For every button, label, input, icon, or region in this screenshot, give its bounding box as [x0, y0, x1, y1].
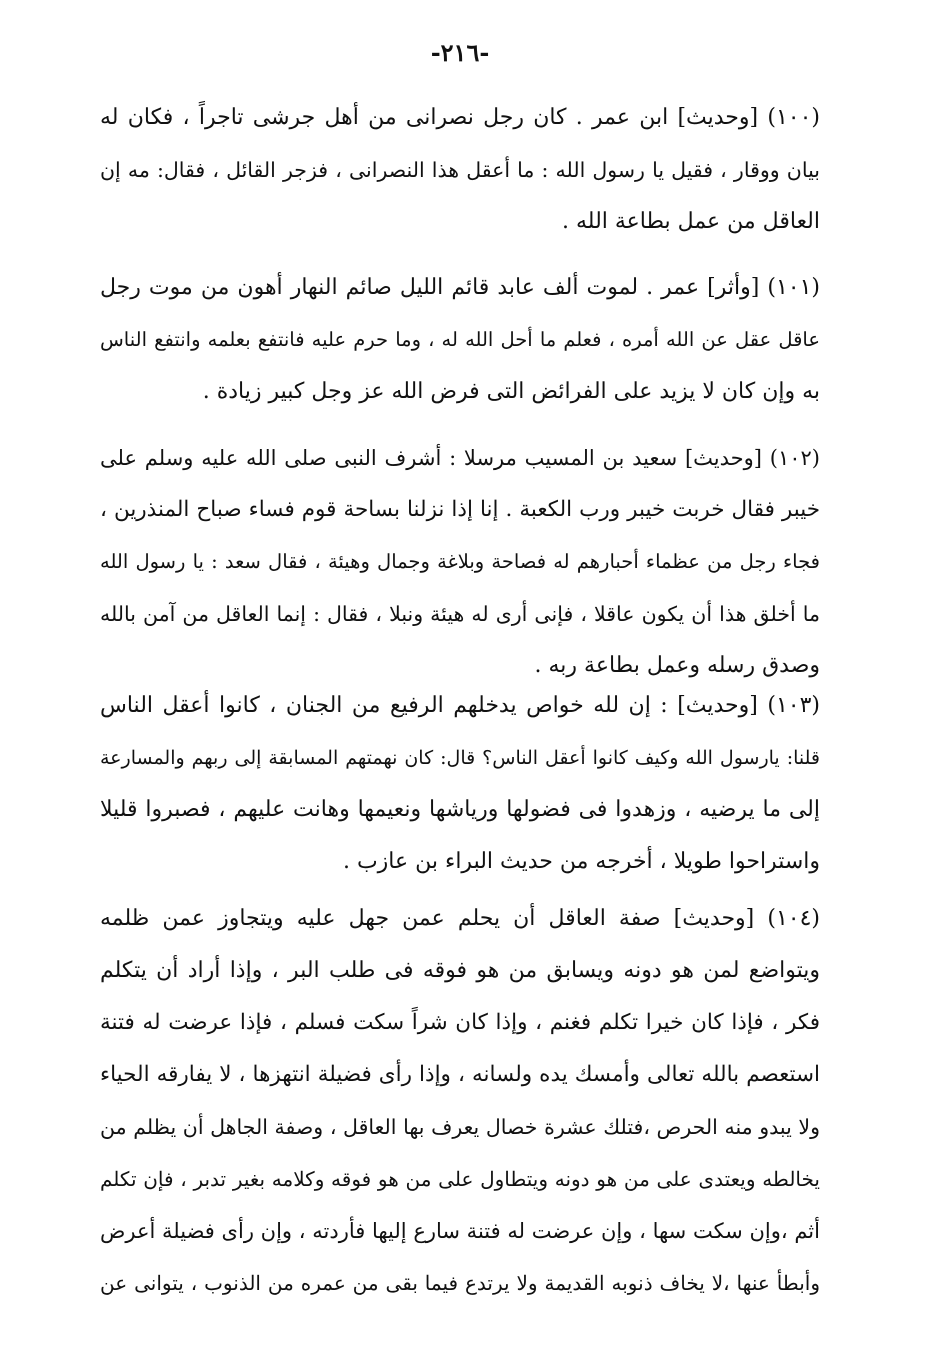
entry-100-line-2: بيان ووقار ، فقيل يا رسول الله : ما أعقل هذا النصرانى ، فزجر القائل ، فقال: مه إن — [100, 158, 820, 182]
entry-100 — [100, 92, 820, 248]
entry-100-line-1: (١٠٠) [وحديث] ابن عمر . كان رجل نصرانى من أهل جرشى تاجراً ، فكان له — [100, 105, 820, 130]
entry-102-line-2: خيبر فقال خربت خيبر ورب الكعبة . إنا إذا نزلنا بساحة قوم فساء صباح المنذرين ، — [100, 497, 820, 522]
entry-104-line-8: وأبطأ عنها ،لا يخاف ذنوبه القديمة ولا يرتدع فيما بقى من عمره من الذنوب ، يتوانى عن — [100, 1271, 820, 1295]
entry-100-line-3: العاقل من عمل بطاعة الله . — [562, 209, 820, 234]
entry-104-line-5: ولا يبدو منه الحرص ،فتلك عشرة خصال يعرف بها العاقل ، وصفة الجاهل أن يظلم من — [100, 1115, 820, 1139]
entry-103 — [100, 680, 820, 888]
entry-104-line-2: ويتواضع لمن هو دونه ويسابق من هو فوقه فى طلب البر ، وإذا أراد أن يتكلم — [100, 958, 820, 983]
entry-103-line-4: واستراحوا طويلا ، أخرجه من حديث البراء بن عازب . — [342, 849, 820, 874]
entry-103-line-1: (١٠٣) [وحديث] : إن لله خواص يدخلهم الرفيع من الجنان ، كانوا أعقل الناس — [100, 693, 820, 718]
entry-101-line-3: به وإن كان لا يزيد على الفرائض التى فرض الله عز وجل كبير زيادة . — [202, 379, 820, 404]
entry-104-line-4: استعصم بالله تعالى وأمسك يده ولسانه ، وإذا رأى فضيلة انتهزها ، لا يفارقه الحياء — [100, 1062, 820, 1087]
entry-104-line-1: (١٠٤) [وحديث] صفة العاقل أن يحلم عمن جهل عليه ويتجاوز عمن ظلمه — [100, 906, 820, 931]
entry-101-line-1: (١٠١) [وأثر] عمر . لموت ألف عابد قائم الليل صائم النهار أهون من موت رجل — [100, 275, 820, 300]
entry-103-line-3: إلى ما يرضيه ، وزهدوا فى فضولها ورياشها ونعيمها وهانت عليهم ، فصبروا قليلا — [100, 797, 820, 822]
document-page — [100, 0, 820, 1367]
entry-103-line-2: قلنا: يارسول الله وكيف كانوا أعقل الناس؟ قال: كان نهمتهم المسابقة إلى ربهم والمسارعة — [100, 747, 820, 769]
entry-102-line-3: فجاء رجل من عظماء أحبارهم له فصاحة وبلاغة وجمال وهيئة ، فقال سعد : يا رسول الله — [100, 550, 820, 573]
entry-101-line-2: عاقل عقل عن الله أمره ، فعلم ما أحل الله له ، وما حرم عليه فانتفع بعلمه وانتفع الناس — [100, 328, 820, 351]
entry-102 — [100, 432, 820, 692]
entry-101 — [100, 262, 820, 418]
entry-104 — [100, 893, 820, 1309]
entry-104-line-7: أثم ،وإن سكت سها ، وإن عرضت له فتنة سارع إليها فأردته ، وإن رأى فضيلة أعرض — [100, 1219, 820, 1243]
entry-104-line-3: فكر ، فإذا كان خيرا تكلم فغنم ، وإذا كان شراً سكت فسلم ، فإذا عرضت له فتنة — [100, 1010, 820, 1035]
entry-102-line-1: (١٠٢) [وحديث] سعيد بن المسيب مرسلا : أشرف النبى صلى الله عليه وسلم على — [100, 446, 820, 470]
page-number: -٢١٦- — [430, 38, 490, 67]
entry-102-line-5: وصدق رسله وعمل بطاعة ربه . — [534, 653, 820, 678]
entry-104-line-6: يخالطه ويعتدى على من هو دونه ويتطاول على من هو فوقه وكلامه بغير تدبر ، فإن تكلم — [100, 1167, 820, 1191]
entry-102-line-4: ما أخلق هذا أن يكون عاقلا ، فإنى أرى له هيئة ونبلا ، فقال : إنما العاقل من آمن بالله — [100, 602, 820, 626]
